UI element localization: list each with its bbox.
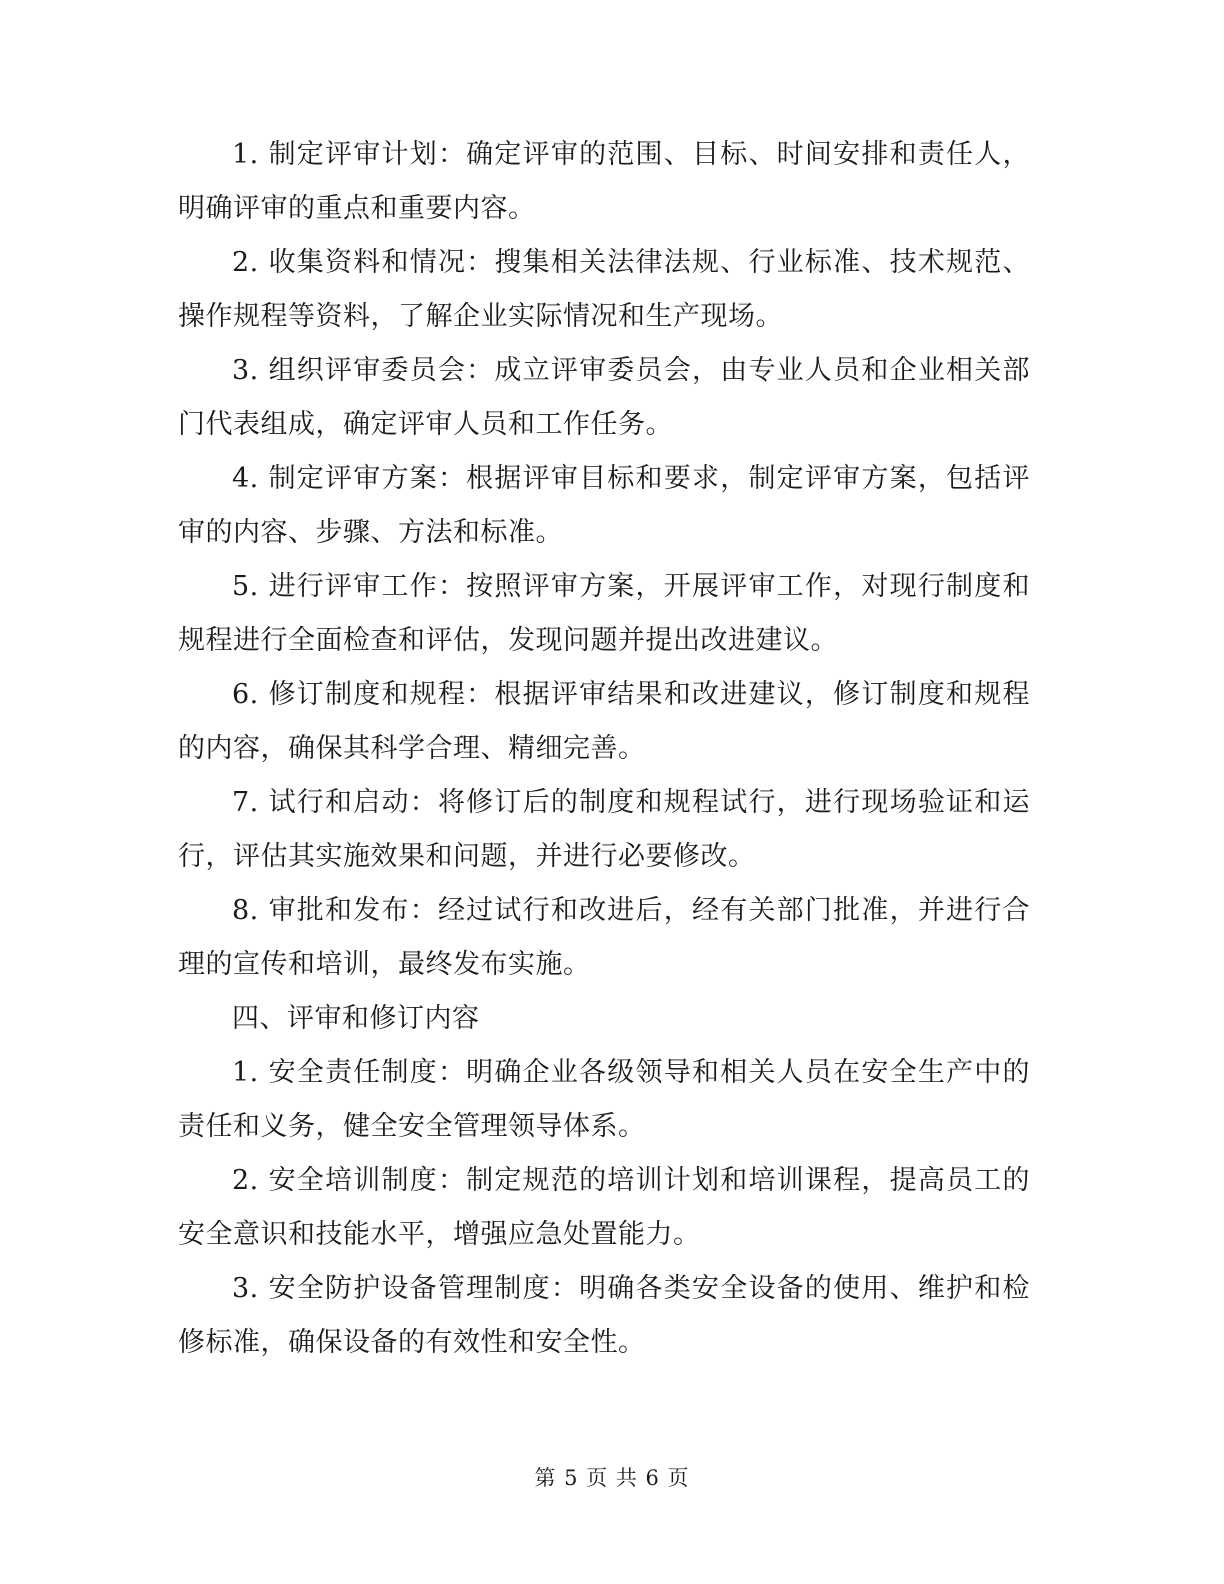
- paragraph-content-3: 3. 安全防护设备管理制度：明确各类安全设备的使用、维护和检修标准，确保设备的有效性和安全性。: [178, 1273, 1030, 1358]
- paragraph-content-2: 2. 安全培训制度：制定规范的培训计划和培训课程，提高员工的安全意识和技能水平，增强应急处置能力。: [178, 1165, 1030, 1250]
- page-number-footer: 第 5 页 共 6 页: [534, 1466, 690, 1490]
- paragraph-step-8: 8. 审批和发布：经过试行和改进后，经有关部门批准，并进行合理的宣传和培训，最终发布实施。: [178, 895, 1030, 980]
- paragraph-step-1: 1. 制定评审计划：确定评审的范围、目标、时间安排和责任人，明确评审的重点和重要内容。: [178, 139, 1030, 224]
- paragraph-step-4: 4. 制定评审方案：根据评审目标和要求，制定评审方案，包括评审的内容、步骤、方法和标准。: [178, 463, 1030, 548]
- paragraph-step-2: 2. 收集资料和情况：搜集相关法律法规、行业标准、技术规范、操作规程等资料，了解企业实际情况和生产现场。: [178, 247, 1030, 332]
- section-heading: 四、评审和修订内容: [232, 1003, 480, 1034]
- paragraph-step-7: 7. 试行和启动：将修订后的制度和规程试行，进行现场验证和运行，评估其实施效果和问题，并进行必要修改。: [178, 787, 1030, 872]
- paragraph-content-1: 1. 安全责任制度：明确企业各级领导和相关人员在安全生产中的责任和义务，健全安全管理领导体系。: [178, 1057, 1030, 1142]
- paragraph-step-5: 5. 进行评审工作：按照评审方案，开展评审工作，对现行制度和规程进行全面检查和评估，发现问题并提出改进建议。: [178, 571, 1030, 656]
- paragraph-step-6: 6. 修订制度和规程：根据评审结果和改进建议，修订制度和规程的内容，确保其科学合理、精细完善。: [178, 679, 1030, 764]
- paragraph-step-3: 3. 组织评审委员会：成立评审委员会，由专业人员和企业相关部门代表组成，确定评审人员和工作任务。: [178, 355, 1030, 440]
- document-body: [178, 128, 1030, 1370]
